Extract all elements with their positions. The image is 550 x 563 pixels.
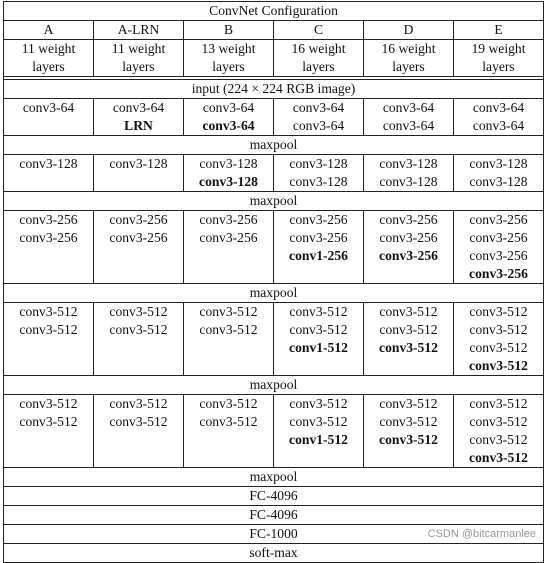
column-desc-line: layers [392,59,425,74]
layer-label: conv3-512 [289,322,348,337]
maxpool-label: maxpool [4,192,544,211]
column-name: E [454,21,544,40]
conv-block-cell [184,395,274,468]
column-desc [454,40,544,77]
layer-label: conv3-256 [199,230,258,245]
input-label-row [4,80,544,99]
layer-label: conv3-512 [199,396,258,411]
conv-block-row [4,155,544,192]
layer-label: conv3-64 [382,118,435,133]
conv-block-cell [184,99,274,136]
conv-block-cell [364,303,454,376]
tail-layer-row [4,487,544,506]
conv-block-cell [94,303,184,376]
conv-block-cell [94,155,184,192]
layer-label: conv3-512 [289,414,348,429]
conv-block-cell [364,155,454,192]
layer-label: conv3-256 [109,230,168,245]
column-desc [364,40,454,77]
column-name: A [4,21,94,40]
maxpool-label-row [4,376,544,395]
column-desc [184,40,274,77]
column-desc [94,40,184,77]
conv-block-cell [94,395,184,468]
layer-label: conv3-64 [292,100,345,115]
layer-label: conv3-256 [469,212,528,227]
layer-label: conv3-128 [469,174,528,189]
column-desc-line: 11 weight [21,41,76,56]
layer-label: conv3-128 [379,174,438,189]
conv-block-cell [454,99,544,136]
layer-label: conv3-512 [199,304,258,319]
layer-label: conv3-512 [379,396,438,411]
layer-label: conv3-512 [469,304,528,319]
layer-label: conv3-64 [202,100,255,115]
layer-label: conv3-128 [199,174,258,189]
layer-label: conv3-512 [469,450,528,465]
table-body [4,2,544,563]
layer-label: conv3-128 [109,156,168,171]
conv-block-cell [4,303,94,376]
layer-label: conv3-64 [112,100,165,115]
conv-block-cell [4,211,94,284]
layer-label: conv3-512 [379,304,438,319]
conv-block-cell [94,211,184,284]
conv-block-row [4,99,544,136]
layer-label: conv3-512 [19,304,78,319]
maxpool-label: maxpool [4,468,544,487]
layer-label: conv3-512 [199,322,258,337]
column-desc-line: layers [212,59,245,74]
layer-label: conv3-512 [379,414,438,429]
maxpool-label-row [4,192,544,211]
column-name: D [364,21,454,40]
conv-block-cell [364,99,454,136]
layer-label: conv3-512 [469,396,528,411]
tail-layer: FC-4096 [4,506,544,525]
layer-label: conv3-512 [469,432,528,447]
tail-layer: FC-1000 [4,525,544,544]
layer-label: conv3-512 [199,414,258,429]
layer-label: conv3-64 [472,118,525,133]
conv-block-cell [364,395,454,468]
layer-label: conv3-512 [469,340,528,355]
layer-label: conv3-512 [289,304,348,319]
layer-label: conv3-128 [289,156,348,171]
title-row [4,2,544,21]
column-desc-line: layers [122,59,155,74]
layer-label: conv3-256 [19,230,78,245]
layer-label: conv3-256 [379,212,438,227]
input-label: input (224 × 224 RGB image) [4,80,544,99]
column-desc-line: 16 weight [291,41,346,56]
conv-block-cell [454,303,544,376]
layer-label: conv3-512 [109,414,168,429]
layer-label: conv3-256 [199,212,258,227]
layer-label: conv3-256 [469,266,528,281]
layer-label: conv3-256 [379,248,438,263]
column-desc-row [4,40,544,77]
layer-label: conv3-512 [379,322,438,337]
layer-label: conv3-128 [289,174,348,189]
layer-label: conv3-512 [469,414,528,429]
table-title: ConvNet Configuration [4,2,544,21]
layer-label: conv3-64 [382,100,435,115]
layer-label: conv3-512 [469,358,528,373]
conv-block-cell [184,303,274,376]
layer-label: conv3-256 [109,212,168,227]
column-name-row [4,21,544,40]
layer-label: conv3-64 [292,118,345,133]
conv-block-cell [274,155,364,192]
conv-block-cell [364,211,454,284]
layer-label: conv3-128 [379,156,438,171]
layer-label: conv3-512 [109,322,168,337]
layer-label: conv3-64 [202,118,255,133]
layer-label: conv3-64 [22,100,75,115]
maxpool-label-row [4,468,544,487]
maxpool-label-row [4,284,544,303]
layer-label: conv3-256 [289,230,348,245]
conv-block-cell [94,99,184,136]
column-desc-line: layers [32,59,65,74]
conv-block-cell [454,395,544,468]
layer-label: conv3-512 [289,396,348,411]
tail-layer: soft-max [4,544,544,563]
conv-block-cell [274,303,364,376]
layer-label: conv3-128 [469,156,528,171]
conv-block-cell [274,395,364,468]
maxpool-label-row [4,136,544,155]
layer-label: conv3-256 [379,230,438,245]
conv-block-row [4,211,544,284]
maxpool-label: maxpool [4,284,544,303]
layer-label: conv3-512 [379,432,438,447]
conv-block-cell [4,395,94,468]
layer-label: conv3-256 [19,212,78,227]
layer-label: LRN [124,118,153,133]
layer-label: conv3-512 [19,414,78,429]
layer-label: conv3-128 [19,156,78,171]
layer-label: conv3-256 [469,230,528,245]
conv-block-cell [274,99,364,136]
column-desc-line: 11 weight [111,41,166,56]
tail-layer: FC-4096 [4,487,544,506]
conv-block-row [4,303,544,376]
column-desc [274,40,364,77]
column-desc [4,40,94,77]
layer-label: conv1-512 [289,432,348,447]
column-name: A-LRN [94,21,184,40]
layer-label: conv3-64 [472,100,525,115]
layer-label: conv3-512 [109,304,168,319]
convnet-config-table [3,1,544,563]
column-desc-line: 16 weight [381,41,436,56]
conv-block-cell [184,155,274,192]
layer-label: conv1-512 [289,340,348,355]
maxpool-label: maxpool [4,376,544,395]
column-desc-line: layers [482,59,515,74]
column-name: B [184,21,274,40]
convnet-config-table-wrapper [3,1,544,563]
conv-block-cell [454,211,544,284]
conv-block-cell [4,155,94,192]
layer-label: conv3-256 [289,212,348,227]
conv-block-row [4,395,544,468]
column-desc-line: 13 weight [201,41,256,56]
layer-label: conv3-512 [19,396,78,411]
layer-label: conv1-256 [289,248,348,263]
tail-layer-row [4,506,544,525]
column-desc-line: layers [302,59,335,74]
tail-layer-row [4,544,544,563]
maxpool-label: maxpool [4,136,544,155]
layer-label: conv3-256 [469,248,528,263]
layer-label: conv3-128 [199,156,258,171]
conv-block-cell [454,155,544,192]
column-desc-line: 19 weight [471,41,526,56]
layer-label: conv3-512 [109,396,168,411]
conv-block-cell [184,211,274,284]
conv-block-cell [274,211,364,284]
layer-label: conv3-512 [379,340,438,355]
column-name: C [274,21,364,40]
layer-label: conv3-512 [469,322,528,337]
watermark: CSDN @bitcarmanlee [427,528,536,540]
layer-label: conv3-512 [19,322,78,337]
conv-block-cell [4,99,94,136]
